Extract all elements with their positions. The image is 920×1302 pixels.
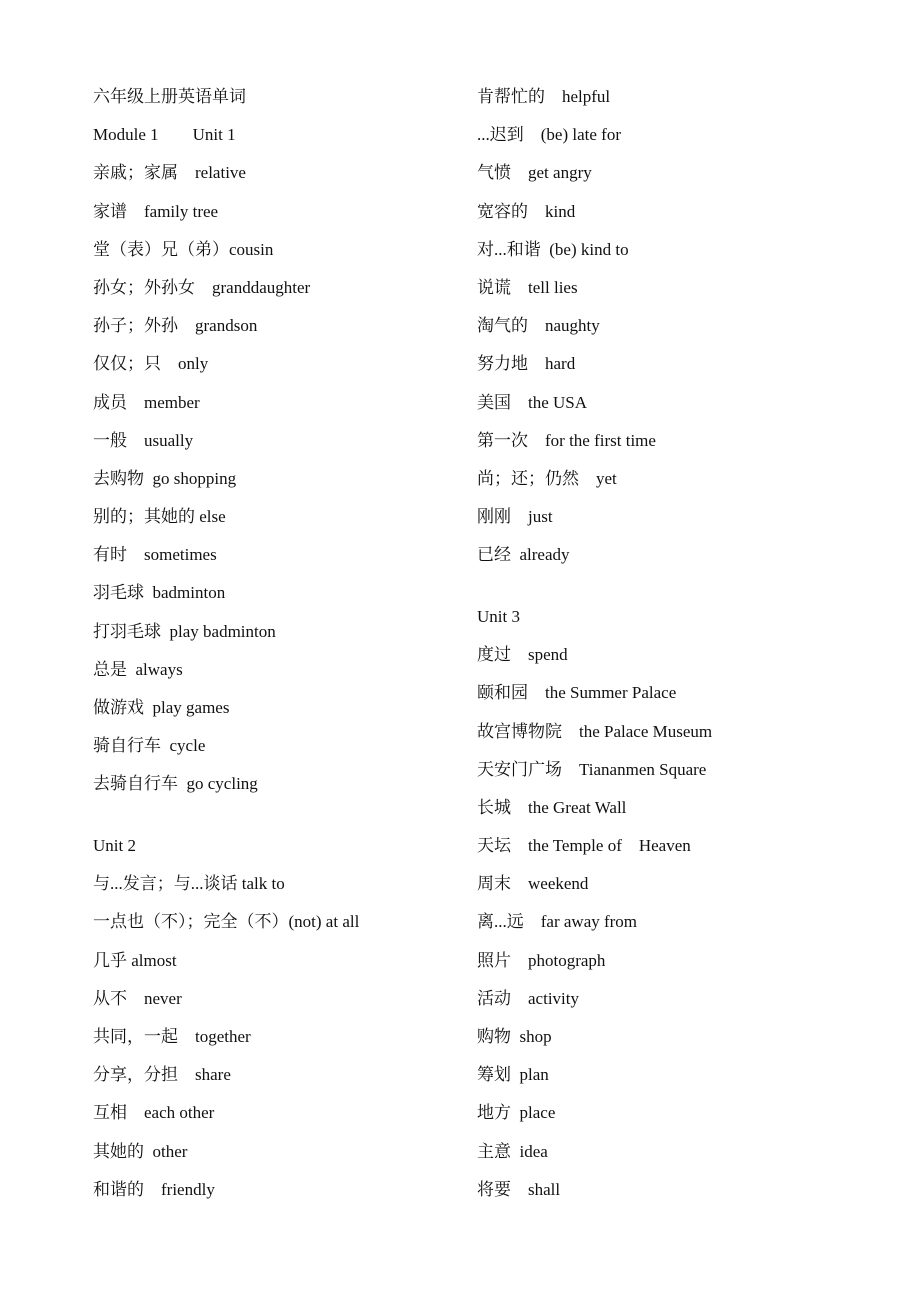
vocab-line: 成员 member [93, 392, 200, 412]
left-column [93, 78, 453, 1209]
vocab-line: 总是 always [93, 659, 183, 679]
vocab-line: 羽毛球 badminton [93, 583, 226, 603]
vocab-line: 孙子；外孙 grandson [93, 316, 258, 336]
vocab-line: 堂（表）兄（弟）cousin [93, 239, 274, 259]
vocab-line: 颐和园 the Summer Palace [477, 683, 677, 703]
vocab-line: 离...远 far away from [477, 912, 638, 932]
vocab-line: 共同，一起 together [93, 1027, 251, 1046]
vocab-line: 气愤 get angry [477, 163, 592, 183]
vocab-line: 筹划 plan [477, 1065, 549, 1085]
vocab-line: 将要 shall [477, 1179, 561, 1199]
vocab-line: 照片 photograph [477, 950, 606, 970]
vocab-line: 活动 activity [477, 988, 579, 1008]
vocab-line: 努力地 hard [477, 354, 576, 374]
vocab-line: 亲戚；家属 relative [93, 163, 246, 183]
vocab-line: 分享，分担 share [93, 1065, 231, 1085]
vocab-line: 美国 the USA [477, 392, 588, 412]
vocab-line: 度过 spend [477, 645, 568, 665]
vocab-line: ...迟到 (be) late for [477, 125, 621, 145]
section-gap [477, 574, 877, 598]
right-column [477, 78, 877, 1209]
vocab-line: 别的；其她的 else [93, 507, 226, 527]
vocab-line: 刚刚 just [477, 507, 553, 527]
section-gap [93, 804, 453, 828]
vocab-line: 已经 already [477, 545, 570, 565]
vocab-line: 长城 the Great Wall [477, 797, 627, 817]
vocab-line: 几乎 almost [93, 950, 177, 970]
vocab-line: 说谎 tell lies [477, 277, 578, 297]
section-heading: Module 1 Unit 1 [93, 125, 236, 145]
vocab-line: 家谱 family tree [93, 201, 219, 221]
vocab-line: 从不 never [93, 988, 182, 1008]
vocab-line: 其她的 other [93, 1141, 188, 1161]
vocab-line: 购物 shop [477, 1027, 552, 1046]
section-heading: Unit 2 [93, 836, 136, 856]
vocab-line: 去骑自行车 go cycling [93, 774, 258, 794]
vocab-line: 与...发言；与...谈话 talk to [93, 874, 285, 894]
vocab-line: 主意 idea [477, 1141, 548, 1161]
vocab-line: 第一次 for the first time [477, 430, 656, 450]
vocab-line: 骑自行车 cycle [93, 736, 206, 756]
vocab-line: 有时 sometimes [93, 545, 217, 565]
vocab-line: 和谐的 friendly [93, 1179, 215, 1199]
vocab-line: 尚；还；仍然 yet [477, 468, 617, 488]
vocab-line: 对...和谐 (be) kind to [477, 239, 629, 259]
vocab-line: 做游戏 play games [93, 698, 230, 717]
vocab-line: 一般 usually [93, 430, 194, 450]
vocab-line: 宽容的 kind [477, 201, 576, 221]
vocab-line: 天坛 the Temple of Heaven [477, 836, 691, 856]
vocab-line: 打羽毛球 play badminton [93, 621, 276, 641]
vocab-line: 互相 each other [93, 1103, 215, 1123]
vocab-line: 仅仅；只 only [93, 354, 209, 374]
vocab-line: 孙女；外孙女 granddaughter [93, 277, 311, 297]
vocab-line: 天安门广场 Tiananmen Square [477, 759, 707, 779]
section-heading: Unit 3 [477, 606, 520, 626]
document-title: 六年级上册英语单词 [93, 87, 246, 106]
vocab-line: 去购物 go shopping [93, 468, 237, 488]
vocab-line: 一点也（不）；完全（不）(not) at all [93, 912, 360, 932]
vocab-line: 故宫博物院 the Palace Museum [477, 721, 713, 741]
vocab-line: 肯帮忙的 helpful [477, 87, 611, 106]
vocab-line: 周末 weekend [477, 874, 589, 894]
vocab-line: 淘气的 naughty [477, 316, 600, 336]
vocab-line: 地方 place [477, 1103, 556, 1123]
